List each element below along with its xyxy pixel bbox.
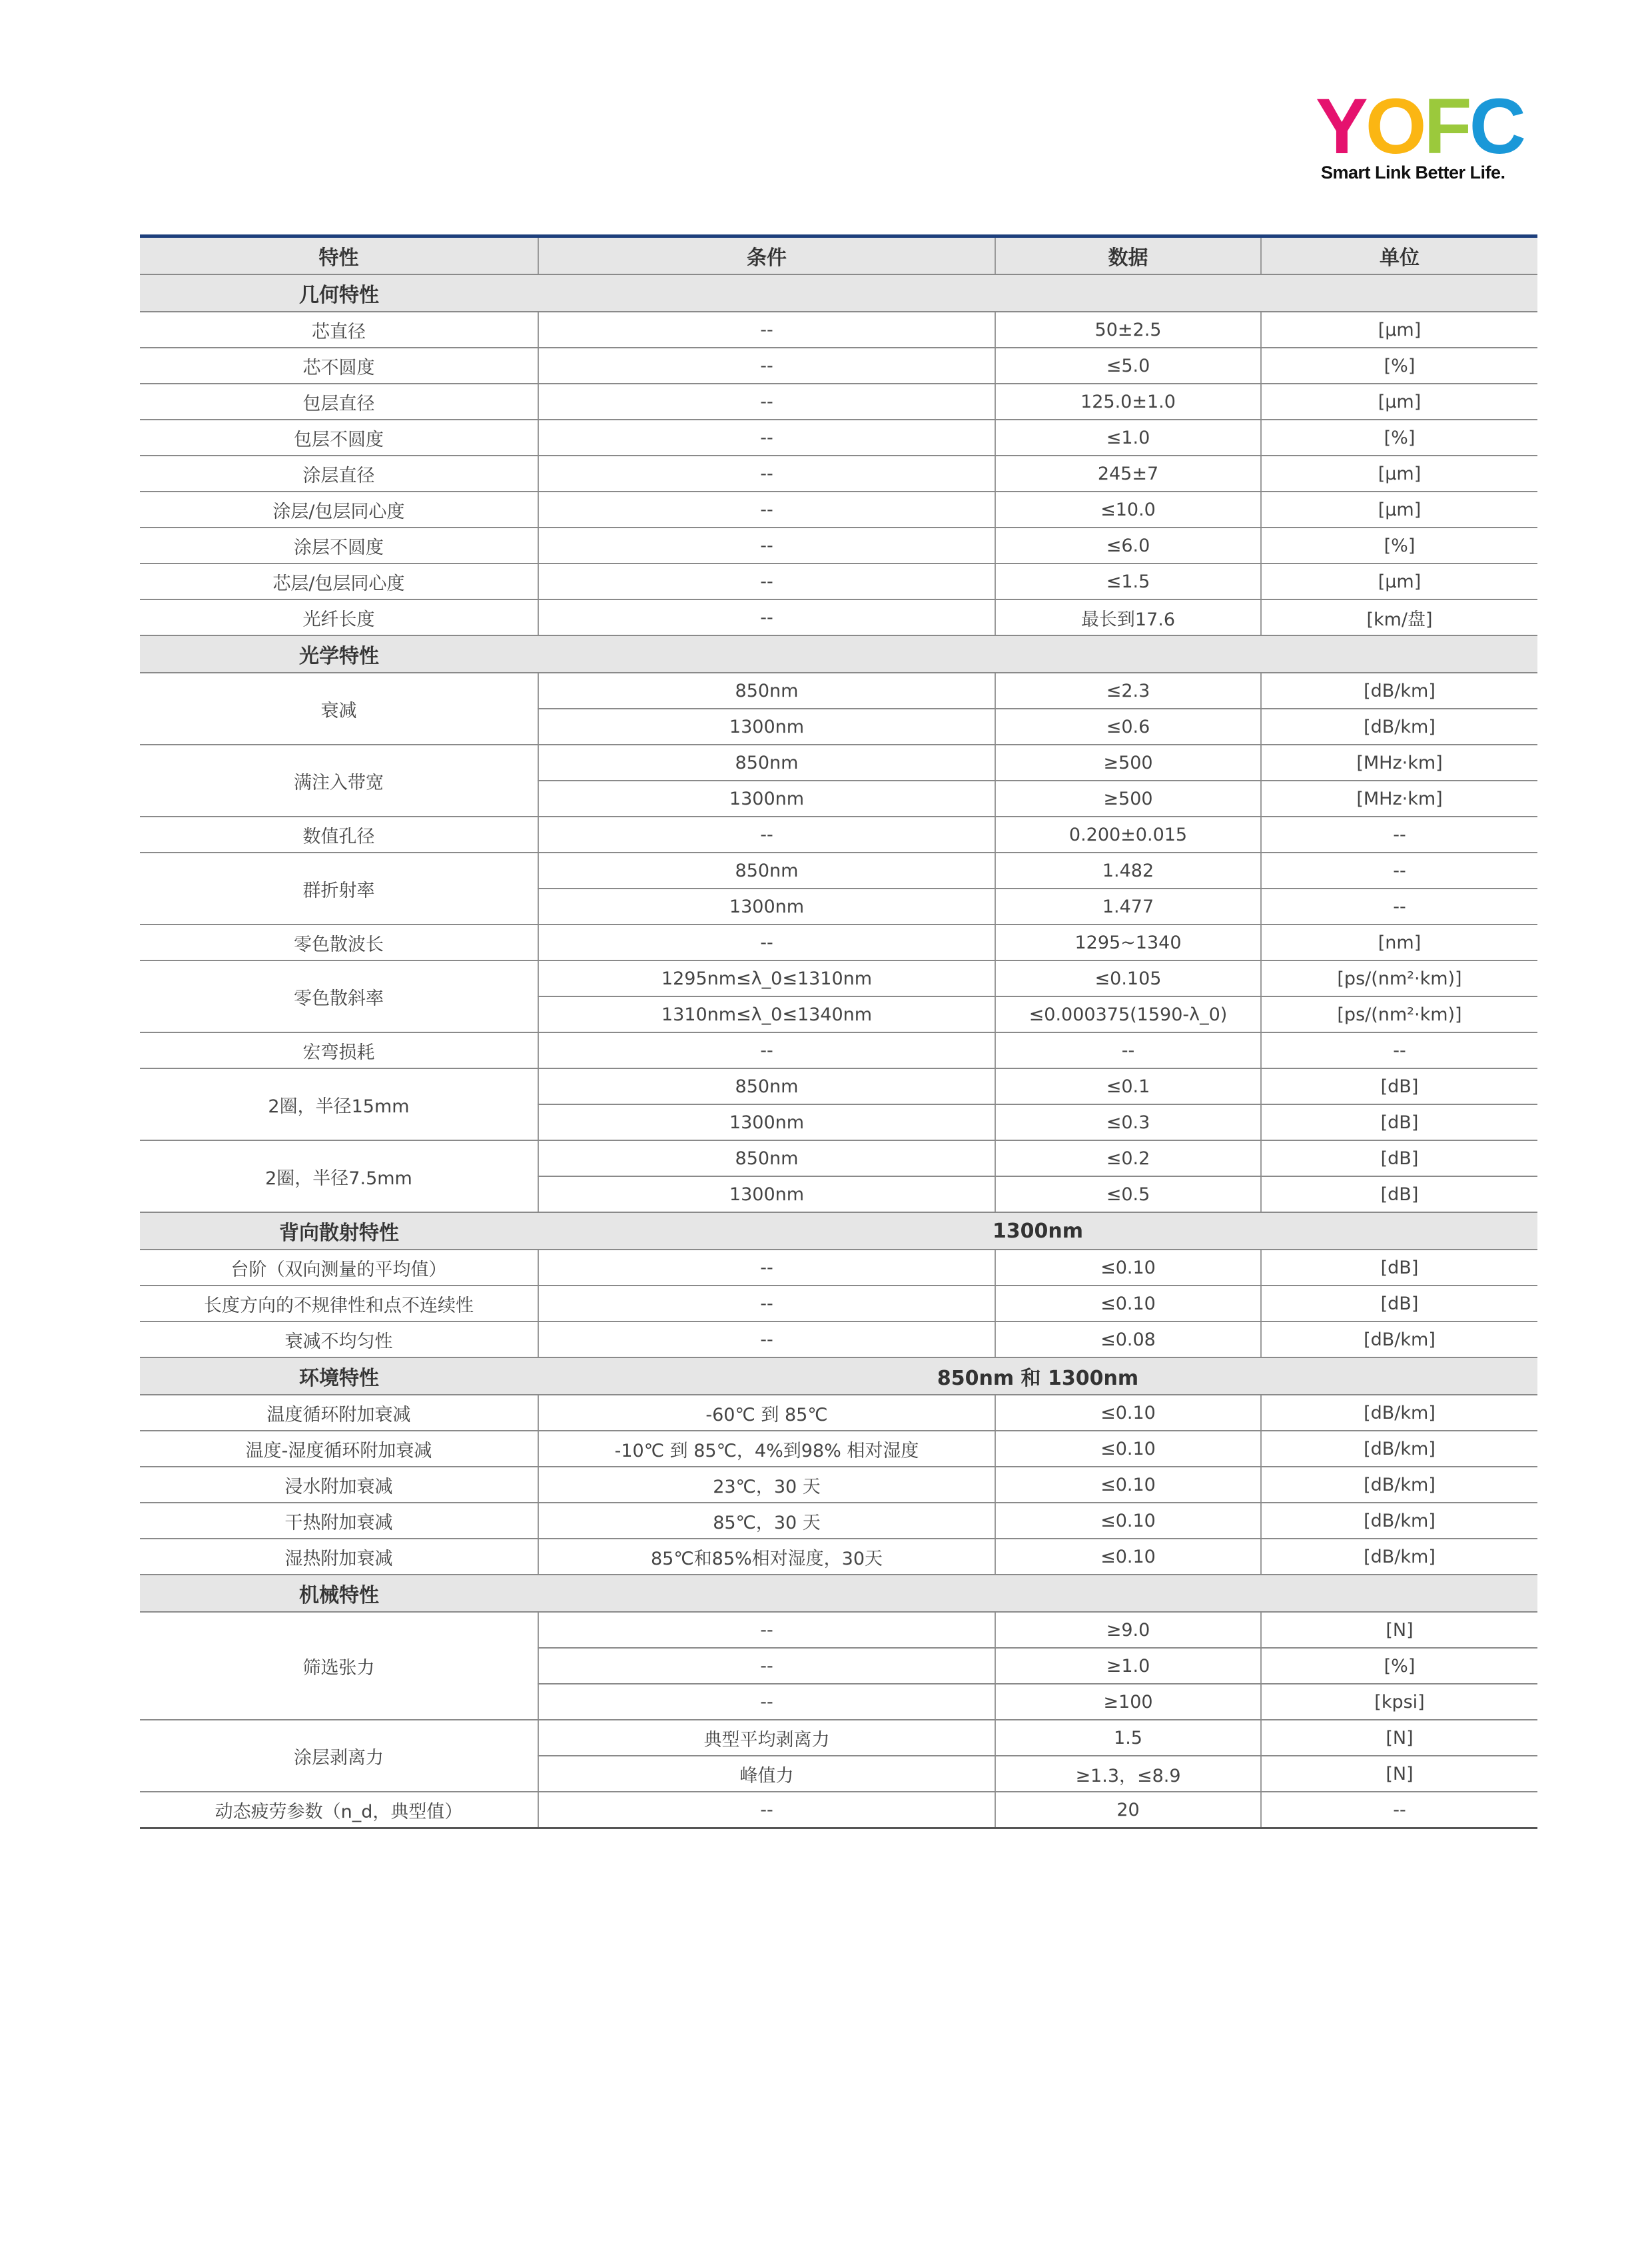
header-unit: 单位 [1261,236,1537,275]
section-title: 几何特性 [140,274,538,312]
table-row [140,528,1537,563]
row-condition: 1295nm≤λ_0≤1310nm [538,960,995,996]
row-value: 最长到17.6 [995,599,1261,635]
row-unit: [%] [1261,420,1537,456]
row-condition: -- [538,528,995,563]
row-label: 芯层/包层同心度 [140,563,538,599]
row-label: 满注入带宽 [140,745,538,817]
row-unit: [nm] [1261,925,1537,960]
row-label: 衰减不均匀性 [140,1321,538,1357]
row-value: 0.200±0.015 [995,817,1261,853]
row-condition: 1300nm [538,781,995,817]
table-row [140,1068,1537,1104]
row-condition: 23℃，30 天 [538,1467,995,1503]
row-unit: [MHz·km] [1261,745,1537,781]
row-value: ≤0.1 [995,1068,1261,1104]
row-label: 宏弯损耗 [140,1032,538,1068]
row-label: 动态疲劳参数（n_d，典型值） [140,1792,538,1828]
row-unit: -- [1261,1032,1537,1068]
row-value: ≤0.2 [995,1140,1261,1176]
table-row [140,563,1537,599]
section-header-row [140,1212,1537,1250]
row-label: 2圈，半径7.5mm [140,1140,538,1212]
row-condition: 1300nm [538,709,995,745]
row-value: -- [995,1032,1261,1068]
row-condition: -10℃ 到 85℃，4%到98% 相对湿度 [538,1431,995,1467]
row-unit: -- [1261,817,1537,853]
table-row [140,1286,1537,1321]
row-label: 涂层剥离力 [140,1720,538,1792]
section-condition: 850nm 和 1300nm [538,1357,1537,1395]
table-row [140,1321,1537,1357]
row-value: 245±7 [995,456,1261,492]
row-condition: -- [538,492,995,528]
row-condition: -- [538,1612,995,1648]
row-value: ≤1.5 [995,563,1261,599]
table-row [140,1503,1537,1539]
table-row [140,925,1537,960]
table-row [140,1792,1537,1828]
row-condition: -- [538,1250,995,1286]
row-condition: 850nm [538,673,995,709]
row-label: 涂层不圆度 [140,528,538,563]
row-value: 1.5 [995,1720,1261,1756]
row-unit: [dB/km] [1261,1539,1537,1575]
row-unit: [μm] [1261,492,1537,528]
row-condition: -- [538,1792,995,1828]
table-row [140,1032,1537,1068]
row-value: 1295~1340 [995,925,1261,960]
row-unit: [μm] [1261,312,1537,348]
row-value: ≤0.3 [995,1104,1261,1140]
table-row [140,1250,1537,1286]
row-label: 筛选张力 [140,1612,538,1720]
row-label: 温度循环附加衰减 [140,1395,538,1431]
row-label: 包层直径 [140,384,538,420]
table-row [140,1140,1537,1176]
table-row [140,853,1537,889]
row-value: ≥500 [995,745,1261,781]
row-value: ≥1.0 [995,1648,1261,1684]
spec-table [140,234,1537,1829]
row-condition: -- [538,348,995,384]
table-row [140,673,1537,709]
row-value: ≤5.0 [995,348,1261,384]
row-value: ≥9.0 [995,1612,1261,1648]
row-unit: [ps/(nm²·km)] [1261,960,1537,996]
row-condition: -- [538,817,995,853]
row-unit: [dB/km] [1261,1467,1537,1503]
row-unit: [dB/km] [1261,1431,1537,1467]
row-value: ≤0.105 [995,960,1261,996]
table-row [140,348,1537,384]
row-unit: [dB] [1261,1068,1537,1104]
table-header-row [140,236,1537,275]
table-row [140,312,1537,348]
row-value: ≤2.3 [995,673,1261,709]
row-label: 台阶（双向测量的平均值） [140,1250,538,1286]
row-label: 群折射率 [140,853,538,925]
row-value: 125.0±1.0 [995,384,1261,420]
row-unit: [km/盘] [1261,599,1537,635]
section-header-row [140,274,1537,312]
row-condition: 峰值力 [538,1756,995,1792]
row-label: 浸水附加衰减 [140,1467,538,1503]
row-value: ≤0.10 [995,1467,1261,1503]
section-header-row [140,1575,1537,1612]
row-unit: [dB] [1261,1286,1537,1321]
row-label: 涂层直径 [140,456,538,492]
row-condition: 1300nm [538,889,995,925]
row-label: 湿热附加衰减 [140,1539,538,1575]
row-unit: -- [1261,853,1537,889]
row-condition: 85℃，30 天 [538,1503,995,1539]
row-value: 50±2.5 [995,312,1261,348]
row-unit: [dB/km] [1261,1503,1537,1539]
row-value: ≤6.0 [995,528,1261,563]
row-unit: [μm] [1261,563,1537,599]
table-row [140,384,1537,420]
row-unit: [%] [1261,528,1537,563]
row-value: ≥1.3，≤8.9 [995,1756,1261,1792]
row-condition: 1310nm≤λ_0≤1340nm [538,996,995,1032]
table-row [140,1431,1537,1467]
row-value: ≤0.10 [995,1539,1261,1575]
row-condition: -- [538,1032,995,1068]
table-row [140,456,1537,492]
row-label: 2圈，半径15mm [140,1068,538,1140]
row-value: 1.477 [995,889,1261,925]
row-label: 芯不圆度 [140,348,538,384]
row-unit: [μm] [1261,456,1537,492]
row-label: 数值孔径 [140,817,538,853]
row-unit: [ps/(nm²·km)] [1261,996,1537,1032]
row-value: 1.482 [995,853,1261,889]
row-value: ≤0.5 [995,1176,1261,1212]
section-header-row [140,635,1537,673]
row-unit: [dB] [1261,1176,1537,1212]
row-unit: -- [1261,1792,1537,1828]
row-condition: -- [538,384,995,420]
row-unit: [N] [1261,1756,1537,1792]
row-unit: [dB/km] [1261,1395,1537,1431]
section-title: 机械特性 [140,1575,538,1612]
row-unit: [%] [1261,1648,1537,1684]
yofc-logo [1316,83,1529,183]
row-unit: [N] [1261,1720,1537,1756]
row-unit: [%] [1261,348,1537,384]
table-row [140,1720,1537,1756]
row-condition: -- [538,599,995,635]
row-label: 长度方向的不规律性和点不连续性 [140,1286,538,1321]
row-value: ≤0.10 [995,1503,1261,1539]
row-unit: [dB] [1261,1140,1537,1176]
row-condition: 典型平均剥离力 [538,1720,995,1756]
row-condition: 850nm [538,1140,995,1176]
row-condition: -- [538,420,995,456]
header-data: 数据 [995,236,1261,275]
header-characteristic: 特性 [140,236,538,275]
row-label: 包层不圆度 [140,420,538,456]
row-unit: [dB] [1261,1250,1537,1286]
row-value: ≤10.0 [995,492,1261,528]
row-condition: -- [538,925,995,960]
row-condition: -- [538,1286,995,1321]
row-condition: -- [538,312,995,348]
logo-tagline: Smart Link Better Life. [1321,163,1505,183]
table-row [140,492,1537,528]
row-unit: [MHz·km] [1261,781,1537,817]
row-condition: -60℃ 到 85℃ [538,1395,995,1431]
row-condition: -- [538,456,995,492]
section-condition [538,1575,1537,1612]
row-unit: [N] [1261,1612,1537,1648]
row-value: ≥500 [995,781,1261,817]
row-label: 温度-湿度循环附加衰减 [140,1431,538,1467]
row-unit: -- [1261,889,1537,925]
logo-letters: YOFC [1316,83,1523,171]
row-label: 芯直径 [140,312,538,348]
table-row [140,1539,1537,1575]
table-row [140,1467,1537,1503]
section-condition [538,635,1537,673]
table-row [140,817,1537,853]
row-condition: 850nm [538,853,995,889]
section-title: 环境特性 [140,1357,538,1395]
row-label: 光纤长度 [140,599,538,635]
section-header-row [140,1357,1537,1395]
header-condition: 条件 [538,236,995,275]
table-row [140,960,1537,996]
table-row [140,599,1537,635]
row-value: ≤1.0 [995,420,1261,456]
table-row [140,1612,1537,1648]
row-unit: [dB/km] [1261,1321,1537,1357]
row-unit: [μm] [1261,384,1537,420]
row-value: ≤0.10 [995,1286,1261,1321]
row-value: 20 [995,1792,1261,1828]
section-condition: 1300nm [538,1212,1537,1250]
row-condition: -- [538,1321,995,1357]
row-label: 干热附加衰减 [140,1503,538,1539]
row-label: 衰减 [140,673,538,745]
row-label: 零色散斜率 [140,960,538,1032]
section-title: 光学特性 [140,635,538,673]
row-value: ≤0.10 [995,1431,1261,1467]
row-label: 涂层/包层同心度 [140,492,538,528]
row-condition: 850nm [538,1068,995,1104]
row-value: ≤0.10 [995,1250,1261,1286]
row-unit: [dB/km] [1261,709,1537,745]
row-value: ≤0.6 [995,709,1261,745]
row-value: ≥100 [995,1684,1261,1720]
table-row [140,745,1537,781]
row-condition: -- [538,563,995,599]
row-condition: 85℃和85%相对湿度，30天 [538,1539,995,1575]
row-label: 零色散波长 [140,925,538,960]
row-condition: 850nm [538,745,995,781]
row-condition: 1300nm [538,1104,995,1140]
row-unit: [dB] [1261,1104,1537,1140]
row-condition: -- [538,1648,995,1684]
row-value: ≤0.08 [995,1321,1261,1357]
row-condition: 1300nm [538,1176,995,1212]
row-value: ≤0.10 [995,1395,1261,1431]
row-condition: -- [538,1684,995,1720]
table-row [140,1395,1537,1431]
row-unit: [dB/km] [1261,673,1537,709]
section-title: 背向散射特性 [140,1212,538,1250]
section-condition [538,274,1537,312]
table-row [140,420,1537,456]
row-unit: [kpsi] [1261,1684,1537,1720]
row-value: ≤0.000375(1590-λ_0) [995,996,1261,1032]
